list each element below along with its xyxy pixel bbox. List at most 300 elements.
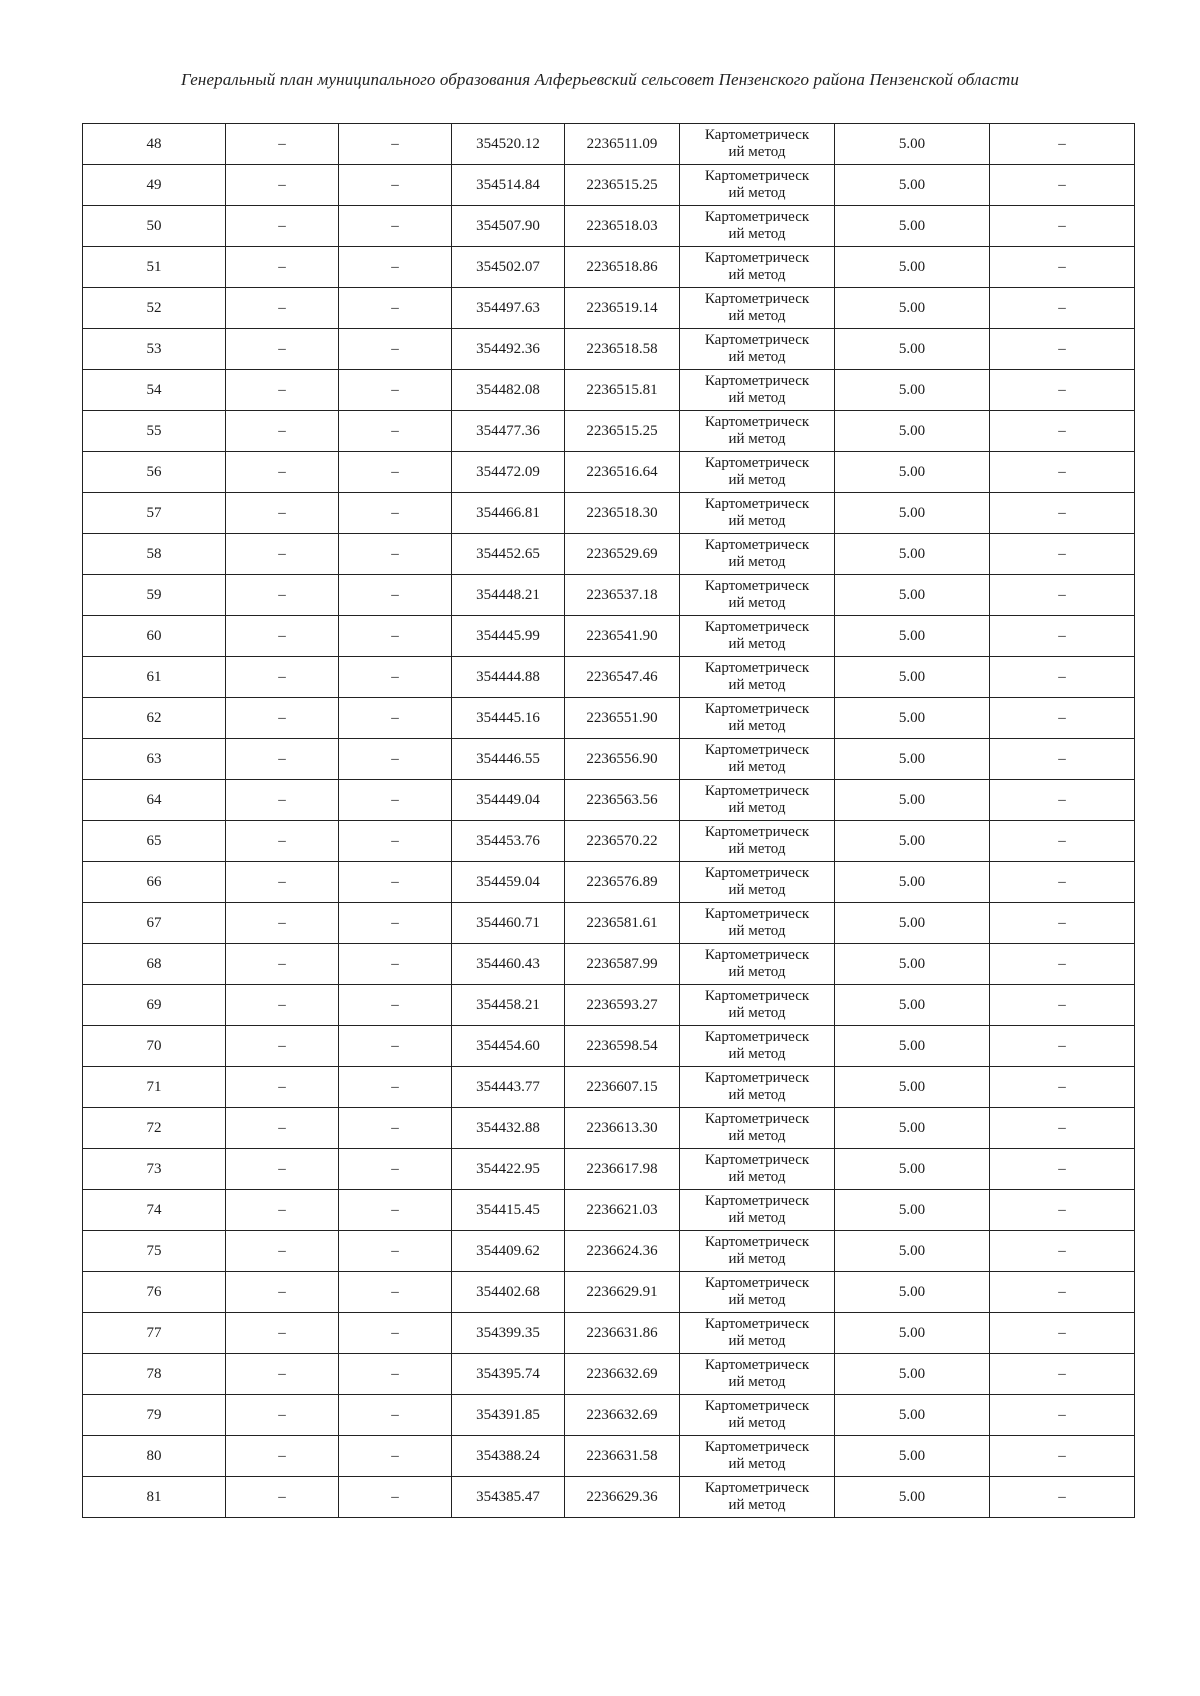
x-coordinate-cell: 354448.21 — [452, 575, 565, 616]
y-coordinate-cell: 2236593.27 — [565, 985, 680, 1026]
empty-cell: – — [226, 821, 339, 862]
accuracy-cell: 5.00 — [835, 370, 990, 411]
method-line: ий метод — [728, 226, 786, 242]
method-cell — [680, 1067, 835, 1108]
x-coordinate-cell: 354432.88 — [452, 1108, 565, 1149]
empty-cell: – — [226, 1149, 339, 1190]
accuracy-cell: 5.00 — [835, 780, 990, 821]
empty-cell: – — [339, 821, 452, 862]
method-line: Картометрическ — [704, 824, 810, 840]
table-row — [83, 821, 1135, 862]
x-coordinate-cell: 354402.68 — [452, 1272, 565, 1313]
accuracy-cell: 5.00 — [835, 1108, 990, 1149]
point-number-cell: 56 — [83, 452, 226, 493]
accuracy-cell: 5.00 — [835, 124, 990, 165]
y-coordinate-cell: 2236551.90 — [565, 698, 680, 739]
empty-cell: – — [339, 1067, 452, 1108]
table-row — [83, 862, 1135, 903]
empty-cell: – — [226, 288, 339, 329]
method-line: Картометрическ — [704, 865, 810, 881]
coordinates-table — [82, 123, 1135, 1518]
y-coordinate-cell: 2236547.46 — [565, 657, 680, 698]
accuracy-cell: 5.00 — [835, 1354, 990, 1395]
empty-cell: – — [990, 165, 1135, 206]
y-coordinate-cell: 2236581.61 — [565, 903, 680, 944]
method-cell — [680, 1149, 835, 1190]
method-line: ий метод — [728, 800, 786, 816]
empty-cell: – — [990, 124, 1135, 165]
empty-cell: – — [339, 616, 452, 657]
method-line: Картометрическ — [704, 1193, 810, 1209]
accuracy-cell: 5.00 — [835, 1477, 990, 1518]
x-coordinate-cell: 354460.71 — [452, 903, 565, 944]
empty-cell: – — [990, 985, 1135, 1026]
point-number-cell: 66 — [83, 862, 226, 903]
method-line: ий метод — [728, 677, 786, 693]
table-row — [83, 165, 1135, 206]
method-line: ий метод — [728, 759, 786, 775]
method-line: Картометрическ — [704, 1398, 810, 1414]
empty-cell: – — [339, 288, 452, 329]
empty-cell: – — [990, 1477, 1135, 1518]
y-coordinate-cell: 2236518.30 — [565, 493, 680, 534]
empty-cell: – — [990, 780, 1135, 821]
accuracy-cell: 5.00 — [835, 1313, 990, 1354]
table-row — [83, 575, 1135, 616]
accuracy-cell: 5.00 — [835, 1395, 990, 1436]
y-coordinate-cell: 2236632.69 — [565, 1354, 680, 1395]
empty-cell: – — [339, 411, 452, 452]
method-line: Картометрическ — [704, 455, 810, 471]
method-line: ий метод — [728, 390, 786, 406]
empty-cell: – — [339, 247, 452, 288]
point-number-cell: 75 — [83, 1231, 226, 1272]
empty-cell: – — [226, 452, 339, 493]
method-line: ий метод — [728, 267, 786, 283]
x-coordinate-cell: 354445.16 — [452, 698, 565, 739]
point-number-cell: 55 — [83, 411, 226, 452]
method-line: ий метод — [728, 1374, 786, 1390]
method-line: Картометрическ — [704, 1480, 810, 1496]
method-cell — [680, 1026, 835, 1067]
empty-cell: – — [226, 1026, 339, 1067]
empty-cell: – — [339, 329, 452, 370]
method-line: ий метод — [728, 595, 786, 611]
method-line: Картометрическ — [704, 1275, 810, 1291]
empty-cell: – — [339, 575, 452, 616]
point-number-cell: 78 — [83, 1354, 226, 1395]
empty-cell: – — [226, 370, 339, 411]
point-number-cell: 54 — [83, 370, 226, 411]
empty-cell: – — [339, 862, 452, 903]
method-cell — [680, 616, 835, 657]
empty-cell: – — [339, 1026, 452, 1067]
y-coordinate-cell: 2236516.64 — [565, 452, 680, 493]
method-cell — [680, 1231, 835, 1272]
method-cell — [680, 1190, 835, 1231]
x-coordinate-cell: 354388.24 — [452, 1436, 565, 1477]
empty-cell: – — [339, 1436, 452, 1477]
table-row — [83, 370, 1135, 411]
method-line: ий метод — [728, 923, 786, 939]
method-cell — [680, 739, 835, 780]
method-line: ий метод — [728, 1169, 786, 1185]
empty-cell: – — [990, 452, 1135, 493]
point-number-cell: 73 — [83, 1149, 226, 1190]
table-row — [83, 1026, 1135, 1067]
empty-cell: – — [990, 1436, 1135, 1477]
method-line: Картометрическ — [704, 660, 810, 676]
table-row — [83, 739, 1135, 780]
method-line: Картометрическ — [704, 783, 810, 799]
empty-cell: – — [339, 1313, 452, 1354]
method-line: Картометрическ — [704, 701, 810, 717]
empty-cell: – — [990, 1026, 1135, 1067]
y-coordinate-cell: 2236515.81 — [565, 370, 680, 411]
method-line: ий метод — [728, 431, 786, 447]
empty-cell: – — [339, 452, 452, 493]
empty-cell: – — [990, 903, 1135, 944]
table-row — [83, 985, 1135, 1026]
method-cell — [680, 1436, 835, 1477]
method-cell — [680, 944, 835, 985]
method-cell — [680, 288, 835, 329]
y-coordinate-cell: 2236621.03 — [565, 1190, 680, 1231]
table-row — [83, 247, 1135, 288]
empty-cell: – — [990, 739, 1135, 780]
method-line: ий метод — [728, 1415, 786, 1431]
point-number-cell: 68 — [83, 944, 226, 985]
point-number-cell: 53 — [83, 329, 226, 370]
empty-cell: – — [990, 288, 1135, 329]
x-coordinate-cell: 354399.35 — [452, 1313, 565, 1354]
y-coordinate-cell: 2236613.30 — [565, 1108, 680, 1149]
x-coordinate-cell: 354452.65 — [452, 534, 565, 575]
empty-cell: – — [990, 493, 1135, 534]
method-line: Картометрическ — [704, 1316, 810, 1332]
empty-cell: – — [339, 698, 452, 739]
point-number-cell: 67 — [83, 903, 226, 944]
point-number-cell: 65 — [83, 821, 226, 862]
y-coordinate-cell: 2236541.90 — [565, 616, 680, 657]
y-coordinate-cell: 2236537.18 — [565, 575, 680, 616]
x-coordinate-cell: 354507.90 — [452, 206, 565, 247]
empty-cell: – — [990, 575, 1135, 616]
point-number-cell: 51 — [83, 247, 226, 288]
empty-cell: – — [226, 1067, 339, 1108]
y-coordinate-cell: 2236576.89 — [565, 862, 680, 903]
method-line: Картометрическ — [704, 1029, 810, 1045]
point-number-cell: 57 — [83, 493, 226, 534]
method-line: ий метод — [728, 1251, 786, 1267]
method-line: Картометрическ — [704, 250, 810, 266]
method-line: ий метод — [728, 841, 786, 857]
accuracy-cell: 5.00 — [835, 1190, 990, 1231]
method-line: Картометрическ — [704, 127, 810, 143]
method-line: ий метод — [728, 1456, 786, 1472]
method-cell — [680, 1395, 835, 1436]
method-line: ий метод — [728, 636, 786, 652]
table-row — [83, 1313, 1135, 1354]
table-row — [83, 1354, 1135, 1395]
method-cell — [680, 1313, 835, 1354]
x-coordinate-cell: 354454.60 — [452, 1026, 565, 1067]
point-number-cell: 50 — [83, 206, 226, 247]
method-line: Картометрическ — [704, 742, 810, 758]
point-number-cell: 48 — [83, 124, 226, 165]
empty-cell: – — [339, 165, 452, 206]
empty-cell: – — [226, 739, 339, 780]
empty-cell: – — [226, 124, 339, 165]
table-row — [83, 1108, 1135, 1149]
empty-cell: – — [990, 1149, 1135, 1190]
empty-cell: – — [226, 944, 339, 985]
accuracy-cell: 5.00 — [835, 247, 990, 288]
empty-cell: – — [226, 575, 339, 616]
accuracy-cell: 5.00 — [835, 329, 990, 370]
empty-cell: – — [339, 985, 452, 1026]
y-coordinate-cell: 2236570.22 — [565, 821, 680, 862]
accuracy-cell: 5.00 — [835, 165, 990, 206]
empty-cell: – — [226, 780, 339, 821]
table-row — [83, 1395, 1135, 1436]
accuracy-cell: 5.00 — [835, 1026, 990, 1067]
empty-cell: – — [339, 944, 452, 985]
empty-cell: – — [226, 657, 339, 698]
y-coordinate-cell: 2236518.86 — [565, 247, 680, 288]
y-coordinate-cell: 2236563.56 — [565, 780, 680, 821]
method-line: Картометрическ — [704, 332, 810, 348]
method-line: Картометрическ — [704, 537, 810, 553]
y-coordinate-cell: 2236518.03 — [565, 206, 680, 247]
method-line: Картометрическ — [704, 988, 810, 1004]
method-line: Картометрическ — [704, 291, 810, 307]
empty-cell: – — [990, 1231, 1135, 1272]
empty-cell: – — [339, 1272, 452, 1313]
empty-cell: – — [990, 247, 1135, 288]
y-coordinate-cell: 2236587.99 — [565, 944, 680, 985]
method-line: ий метод — [728, 144, 786, 160]
empty-cell: – — [990, 206, 1135, 247]
method-line: ий метод — [728, 308, 786, 324]
table-row — [83, 657, 1135, 698]
method-line: ий метод — [728, 1333, 786, 1349]
x-coordinate-cell: 354458.21 — [452, 985, 565, 1026]
x-coordinate-cell: 354445.99 — [452, 616, 565, 657]
empty-cell: – — [226, 206, 339, 247]
empty-cell: – — [339, 124, 452, 165]
point-number-cell: 80 — [83, 1436, 226, 1477]
method-cell — [680, 247, 835, 288]
method-line: ий метод — [728, 1210, 786, 1226]
method-line: ий метод — [728, 882, 786, 898]
table-row — [83, 1149, 1135, 1190]
table-row — [83, 1477, 1135, 1518]
accuracy-cell: 5.00 — [835, 944, 990, 985]
y-coordinate-cell: 2236629.36 — [565, 1477, 680, 1518]
x-coordinate-cell: 354446.55 — [452, 739, 565, 780]
point-number-cell: 70 — [83, 1026, 226, 1067]
method-cell — [680, 1354, 835, 1395]
accuracy-cell: 5.00 — [835, 821, 990, 862]
method-line: ий метод — [728, 1292, 786, 1308]
y-coordinate-cell: 2236632.69 — [565, 1395, 680, 1436]
method-cell — [680, 1108, 835, 1149]
method-line: Картометрическ — [704, 1439, 810, 1455]
empty-cell: – — [339, 1477, 452, 1518]
empty-cell: – — [990, 411, 1135, 452]
empty-cell: – — [339, 739, 452, 780]
method-cell — [680, 1272, 835, 1313]
table-row — [83, 288, 1135, 329]
table-row — [83, 903, 1135, 944]
y-coordinate-cell: 2236598.54 — [565, 1026, 680, 1067]
point-number-cell: 71 — [83, 1067, 226, 1108]
empty-cell: – — [990, 329, 1135, 370]
empty-cell: – — [226, 985, 339, 1026]
x-coordinate-cell: 354443.77 — [452, 1067, 565, 1108]
y-coordinate-cell: 2236511.09 — [565, 124, 680, 165]
point-number-cell: 52 — [83, 288, 226, 329]
empty-cell: – — [339, 1395, 452, 1436]
method-line: ий метод — [728, 554, 786, 570]
page-header: Генеральный план муниципального образования Алферьевский сельсовет Пензенского района Пензенской области — [181, 70, 1019, 89]
empty-cell: – — [339, 370, 452, 411]
method-cell — [680, 903, 835, 944]
empty-cell: – — [226, 862, 339, 903]
point-number-cell: 64 — [83, 780, 226, 821]
empty-cell: – — [990, 1313, 1135, 1354]
method-cell — [680, 1477, 835, 1518]
empty-cell: – — [339, 1354, 452, 1395]
empty-cell: – — [339, 903, 452, 944]
empty-cell: – — [339, 1149, 452, 1190]
y-coordinate-cell: 2236529.69 — [565, 534, 680, 575]
table-row — [83, 1231, 1135, 1272]
table-row — [83, 780, 1135, 821]
method-line: Картометрическ — [704, 414, 810, 430]
accuracy-cell: 5.00 — [835, 1067, 990, 1108]
method-cell — [680, 370, 835, 411]
method-line: Картометрическ — [704, 578, 810, 594]
method-cell — [680, 575, 835, 616]
point-number-cell: 81 — [83, 1477, 226, 1518]
x-coordinate-cell: 354415.45 — [452, 1190, 565, 1231]
method-cell — [680, 698, 835, 739]
empty-cell: – — [339, 1108, 452, 1149]
point-number-cell: 79 — [83, 1395, 226, 1436]
table-row — [83, 944, 1135, 985]
accuracy-cell: 5.00 — [835, 534, 990, 575]
method-cell — [680, 411, 835, 452]
method-cell — [680, 493, 835, 534]
empty-cell: – — [339, 657, 452, 698]
y-coordinate-cell: 2236519.14 — [565, 288, 680, 329]
empty-cell: – — [990, 616, 1135, 657]
accuracy-cell: 5.00 — [835, 616, 990, 657]
accuracy-cell: 5.00 — [835, 739, 990, 780]
point-number-cell: 77 — [83, 1313, 226, 1354]
empty-cell: – — [339, 780, 452, 821]
accuracy-cell: 5.00 — [835, 1436, 990, 1477]
empty-cell: – — [990, 1395, 1135, 1436]
method-line: ий метод — [728, 1046, 786, 1062]
table-row — [83, 452, 1135, 493]
accuracy-cell: 5.00 — [835, 288, 990, 329]
table-row — [83, 206, 1135, 247]
method-cell — [680, 862, 835, 903]
empty-cell: – — [226, 1477, 339, 1518]
method-line: Картометрическ — [704, 168, 810, 184]
accuracy-cell: 5.00 — [835, 698, 990, 739]
table-row — [83, 329, 1135, 370]
method-cell — [680, 206, 835, 247]
x-coordinate-cell: 354422.95 — [452, 1149, 565, 1190]
method-line: Картометрическ — [704, 1070, 810, 1086]
empty-cell: – — [990, 370, 1135, 411]
method-line: Картометрическ — [704, 209, 810, 225]
x-coordinate-cell: 354460.43 — [452, 944, 565, 985]
accuracy-cell: 5.00 — [835, 493, 990, 534]
empty-cell: – — [226, 247, 339, 288]
y-coordinate-cell: 2236624.36 — [565, 1231, 680, 1272]
x-coordinate-cell: 354477.36 — [452, 411, 565, 452]
method-line: ий метод — [728, 718, 786, 734]
method-line: ий метод — [728, 1087, 786, 1103]
accuracy-cell: 5.00 — [835, 452, 990, 493]
table-row — [83, 616, 1135, 657]
method-line: Картометрическ — [704, 906, 810, 922]
method-line: ий метод — [728, 349, 786, 365]
empty-cell: – — [226, 1436, 339, 1477]
empty-cell: – — [990, 1354, 1135, 1395]
table-row — [83, 698, 1135, 739]
empty-cell: – — [226, 411, 339, 452]
empty-cell: – — [226, 329, 339, 370]
y-coordinate-cell: 2236607.15 — [565, 1067, 680, 1108]
x-coordinate-cell: 354409.62 — [452, 1231, 565, 1272]
y-coordinate-cell: 2236518.58 — [565, 329, 680, 370]
empty-cell: – — [990, 944, 1135, 985]
empty-cell: – — [990, 534, 1135, 575]
accuracy-cell: 5.00 — [835, 206, 990, 247]
method-line: Картометрическ — [704, 1111, 810, 1127]
x-coordinate-cell: 354385.47 — [452, 1477, 565, 1518]
point-number-cell: 59 — [83, 575, 226, 616]
table-row — [83, 124, 1135, 165]
x-coordinate-cell: 354449.04 — [452, 780, 565, 821]
method-cell — [680, 534, 835, 575]
x-coordinate-cell: 354453.76 — [452, 821, 565, 862]
x-coordinate-cell: 354514.84 — [452, 165, 565, 206]
empty-cell: – — [339, 534, 452, 575]
table-row — [83, 411, 1135, 452]
accuracy-cell: 5.00 — [835, 1149, 990, 1190]
empty-cell: – — [226, 1395, 339, 1436]
method-line: ий метод — [728, 1005, 786, 1021]
y-coordinate-cell: 2236631.86 — [565, 1313, 680, 1354]
method-line: Картометрическ — [704, 1152, 810, 1168]
empty-cell: – — [990, 1272, 1135, 1313]
empty-cell: – — [990, 1190, 1135, 1231]
empty-cell: – — [990, 862, 1135, 903]
accuracy-cell: 5.00 — [835, 985, 990, 1026]
x-coordinate-cell: 354482.08 — [452, 370, 565, 411]
empty-cell: – — [226, 165, 339, 206]
accuracy-cell: 5.00 — [835, 862, 990, 903]
empty-cell: – — [990, 1067, 1135, 1108]
y-coordinate-cell: 2236631.58 — [565, 1436, 680, 1477]
